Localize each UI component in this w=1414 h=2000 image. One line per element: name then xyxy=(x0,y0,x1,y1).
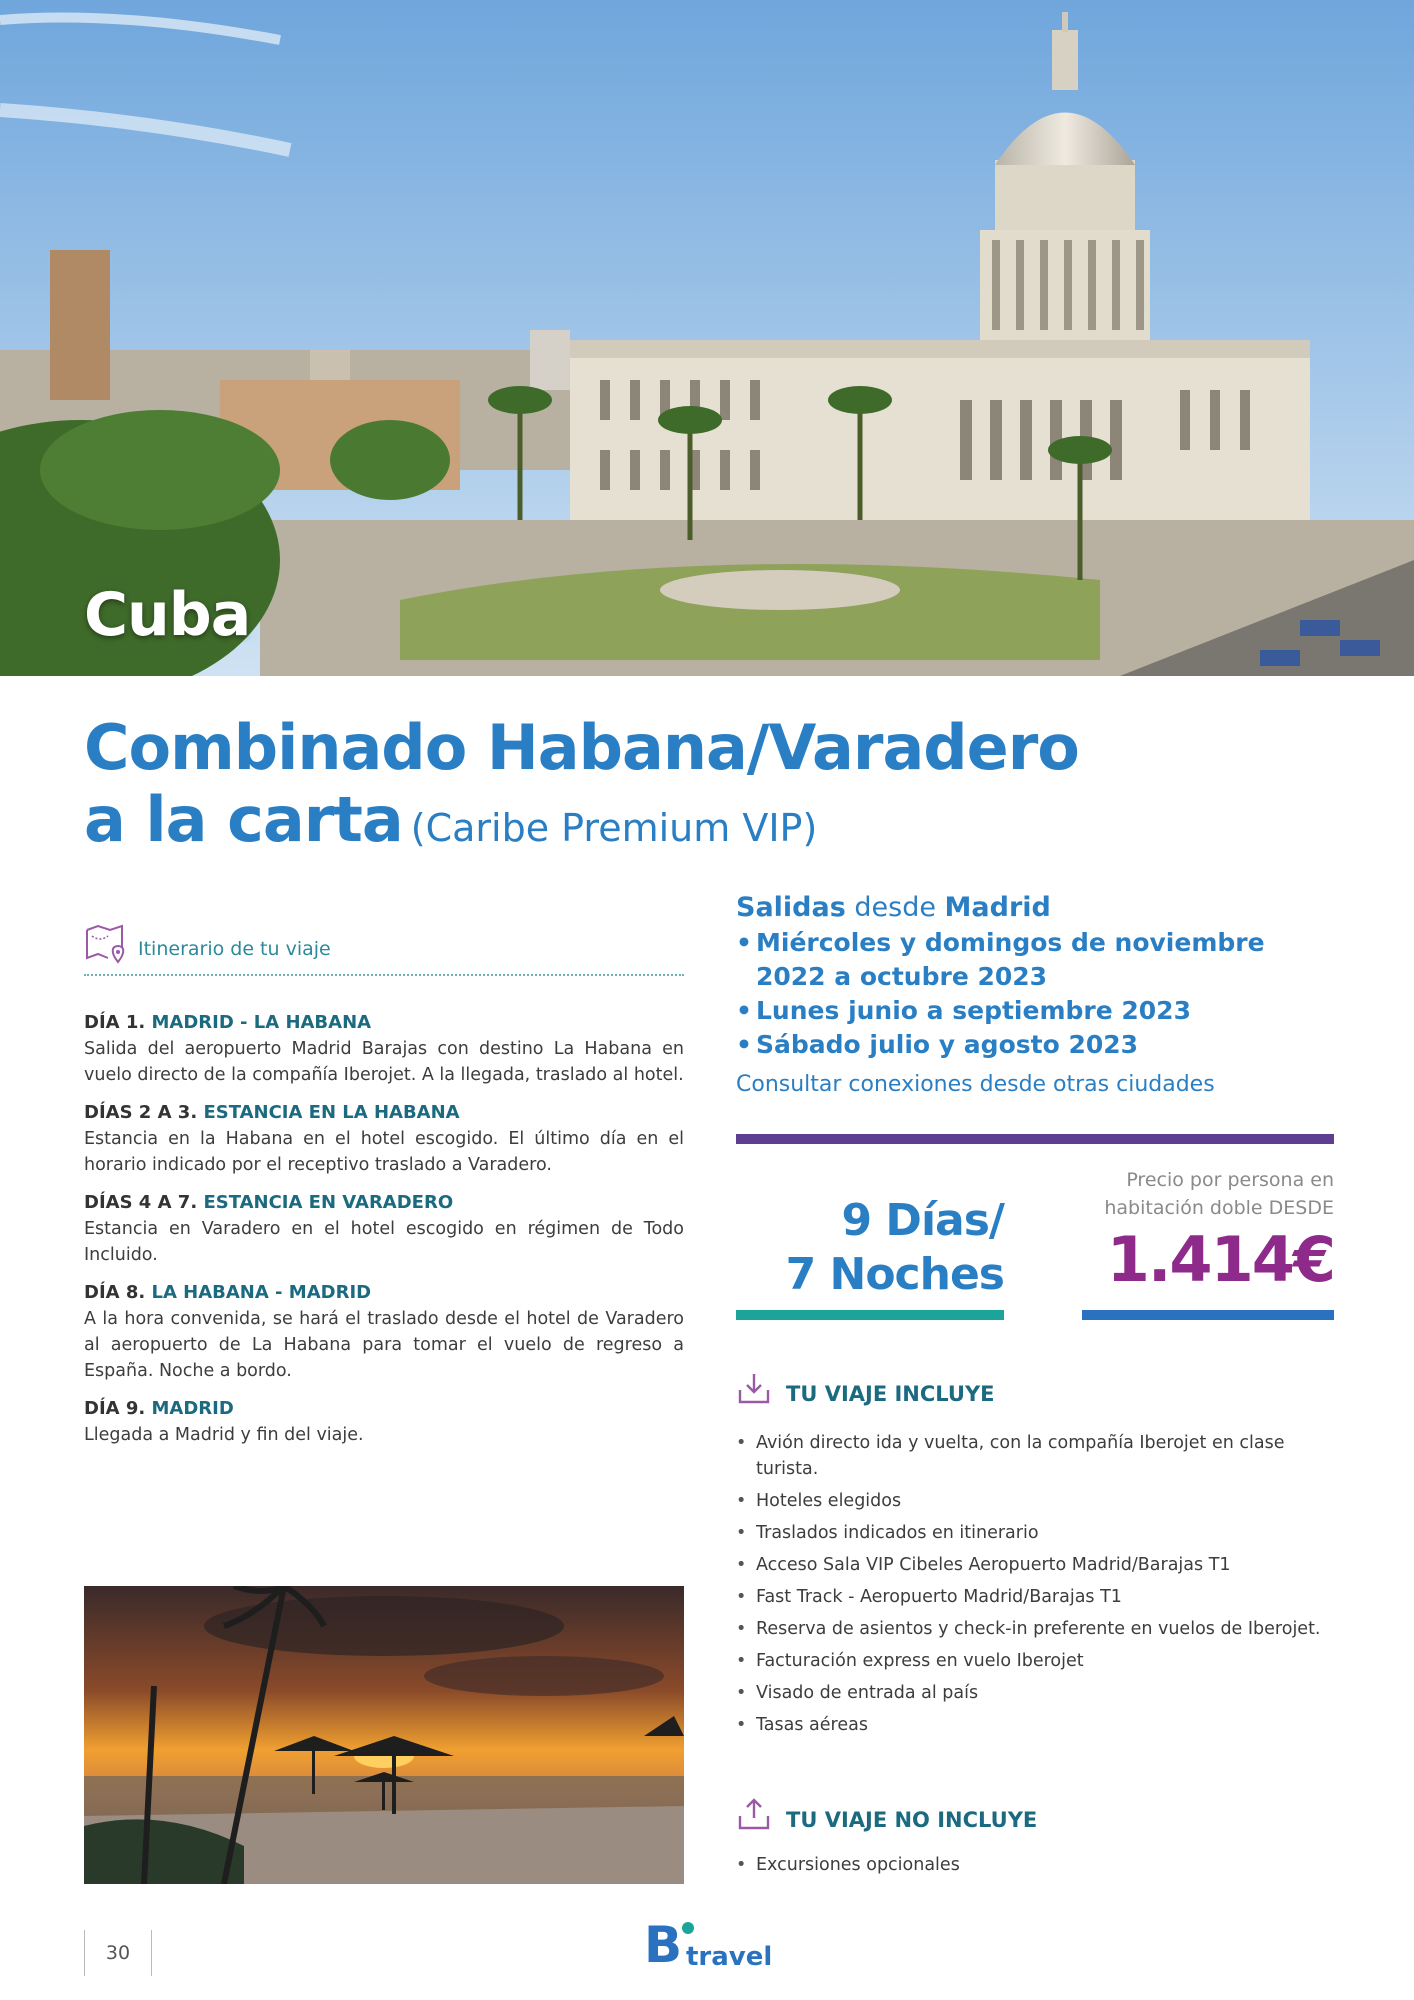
includes-header-label: TU VIAJE INCLUYE xyxy=(786,1382,995,1406)
departures-label: Salidas xyxy=(736,892,846,923)
departures-block xyxy=(736,890,1336,1097)
list-item: • Facturación express en vuelo Iberojet xyxy=(736,1648,1336,1674)
departures-city: Madrid xyxy=(944,892,1051,923)
hero-photo-capitolio xyxy=(0,0,1414,676)
price-note-line-2: habitación doble DESDE xyxy=(1104,1197,1334,1219)
list-item: • Reserva de asientos y check-in preferente en vuelos de Iberojet. xyxy=(736,1616,1336,1642)
itinerary-day xyxy=(84,1396,684,1448)
duration-days: 9 Días/ xyxy=(841,1195,1004,1246)
list-item: • Traslados indicados en itinerario xyxy=(736,1520,1336,1546)
list-item: • Fast Track - Aeropuerto Madrid/Barajas T1 xyxy=(736,1584,1336,1610)
includes-list xyxy=(736,1430,1336,1744)
logo-dot xyxy=(682,1922,694,1934)
page-title xyxy=(84,712,1334,856)
day-place: MADRID - LA HABANA xyxy=(151,1012,372,1033)
logo-letter: B xyxy=(644,1916,683,1974)
itinerary-day xyxy=(84,1280,684,1384)
not-includes-list xyxy=(736,1852,1336,1878)
list-item: • Acceso Sala VIP Cibeles Aeropuerto Madrid/Barajas T1 xyxy=(736,1552,1336,1578)
day-prefix: DÍA 1. xyxy=(84,1012,146,1033)
not-includes-header xyxy=(736,1796,1336,1836)
departure-item-text: Miércoles y domingos de noviembre 2022 a octubre 2023 xyxy=(756,928,1265,991)
day-description: A la hora convenida, se hará el traslado desde el hotel de Varadero al aeropuerto de La Habana para tomar el vuelo de regreso a España. Noche a bordo. xyxy=(84,1309,684,1381)
title-subtitle: (Caribe Premium VIP) xyxy=(410,806,818,850)
day-prefix: DÍA 9. xyxy=(84,1398,146,1419)
itinerary-days xyxy=(84,1010,684,1460)
not-includes-header-label: TU VIAJE NO INCLUYE xyxy=(786,1808,1038,1832)
itinerary-header-label: Itinerario de tu viaje xyxy=(138,938,331,960)
departure-item: • Lunes junio a septiembre 2023 xyxy=(736,996,1191,1025)
title-line-2: a la carta xyxy=(84,783,403,856)
day-place: LA HABANA - MADRID xyxy=(151,1282,372,1303)
teal-divider xyxy=(736,1310,1004,1320)
day-place: MADRID xyxy=(151,1398,234,1419)
day-prefix: DÍAS 4 A 7. xyxy=(84,1192,198,1213)
departure-item: • Sábado julio y agosto 2023 xyxy=(736,1030,1139,1059)
title-line-1: Combinado Habana/Varadero xyxy=(84,711,1079,784)
list-item: • Visado de entrada al país xyxy=(736,1680,1336,1706)
day-prefix: DÍAS 2 A 3. xyxy=(84,1102,198,1123)
itinerary-day xyxy=(84,1010,684,1088)
list-item: • Excursiones opcionales xyxy=(736,1852,1336,1878)
day-description: Estancia en Varadero en el hotel escogido en régimen de Todo Incluido. xyxy=(84,1219,684,1265)
day-place: ESTANCIA EN LA HABANA xyxy=(203,1102,460,1123)
duration-nights: 7 Noches xyxy=(785,1249,1004,1300)
itinerary-day xyxy=(84,1100,684,1178)
price-note-line-1: Precio por persona en xyxy=(1126,1169,1334,1191)
itinerary-day xyxy=(84,1190,684,1268)
logo-word: travel xyxy=(686,1942,773,1972)
btravel-logo xyxy=(640,1916,780,1976)
departures-heading xyxy=(736,890,1336,926)
day-prefix: DÍA 8. xyxy=(84,1282,146,1303)
beach-sunset-photo xyxy=(84,1586,684,1884)
departure-item-text: Sábado julio y agosto 2023 xyxy=(756,1030,1139,1059)
departure-item: • Miércoles y domingos de noviembre 2022 a octubre 2023 xyxy=(736,928,1265,991)
price-block xyxy=(1060,1166,1334,1298)
day-description: Salida del aeropuerto Madrid Barajas con destino La Habana en vuelo directo de la compañía Iberojet. A la llegada, traslado al hotel. xyxy=(84,1039,684,1085)
itinerary-header xyxy=(84,922,684,976)
download-icon xyxy=(736,1370,772,1406)
day-description: Estancia en la Habana en el hotel escogido. El último día en el horario indicado por el receptivo traslado a Varadero. xyxy=(84,1129,684,1175)
duration-block xyxy=(736,1194,1004,1302)
dotted-divider xyxy=(84,974,684,976)
price-amount: 1.414€ xyxy=(1106,1223,1334,1296)
departures-from: desde xyxy=(845,892,945,923)
departures-list xyxy=(736,926,1336,1062)
day-place: ESTANCIA EN VARADERO xyxy=(203,1192,454,1213)
includes-header xyxy=(736,1370,1336,1410)
list-item: • Tasas aéreas xyxy=(736,1712,1336,1738)
day-description: Llegada a Madrid y fin del viaje. xyxy=(84,1425,364,1445)
list-item: • Avión directo ida y vuelta, con la compañía Iberojet en clase turista. xyxy=(736,1430,1336,1482)
country-title: Cuba xyxy=(84,580,251,650)
map-pin-icon xyxy=(84,922,130,966)
list-item: • Hoteles elegidos xyxy=(736,1488,1336,1514)
blue-divider xyxy=(1082,1310,1334,1320)
page-number: 30 xyxy=(84,1930,152,1976)
upload-icon xyxy=(736,1796,772,1832)
departure-item-text: Lunes junio a septiembre 2023 xyxy=(756,996,1191,1025)
consult-connections: Consultar conexiones desde otras ciudades xyxy=(736,1072,1215,1097)
purple-divider xyxy=(736,1134,1334,1144)
